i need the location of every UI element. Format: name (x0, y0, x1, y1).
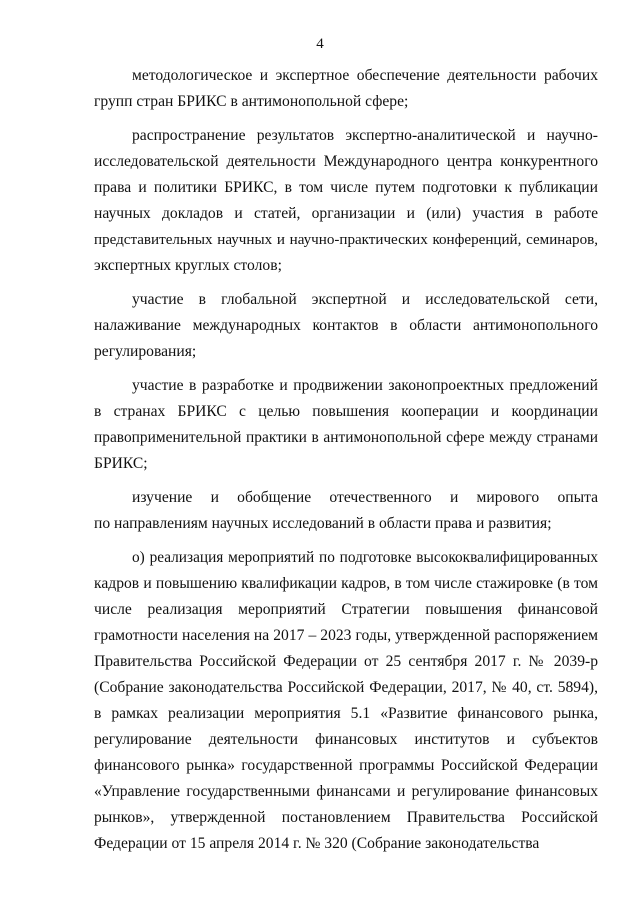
text-line: числе реализация мероприятий Стратегии повышения финансовой (94, 601, 598, 618)
text-line: (Собрание законодательства Российской Федерации, 2017, № 40, ст. 5894), (94, 679, 598, 696)
text-line: исследовательской деятельности Международного центра конкурентного (94, 153, 598, 170)
text-line: изучение и обобщение отечественного и мирового опыта (132, 489, 598, 506)
text-line: о) реализация мероприятий по подготовке высококвалифицированных (132, 549, 598, 566)
text-line: участие в разработке и продвижении законопроектных предложений (132, 377, 598, 394)
text-line: участие в глобальной экспертной и исследовательской сети, (132, 291, 598, 308)
paragraph (94, 373, 598, 477)
text-line: в странах БРИКС с целью повышения кооперации и координации (94, 403, 598, 420)
text-line: рынков», утвержденной постановлением Правительства Российской (94, 809, 598, 826)
text-line: регулирование деятельности финансовых институтов и субъектов (94, 731, 598, 748)
text-line: правоприменительной практики в антимонопольной сфере между странами (94, 429, 598, 446)
text-line: грамотности населения на 2017 – 2023 годы, утвержденной распоряжением (94, 627, 598, 644)
paragraph (94, 63, 598, 115)
document-body (94, 63, 598, 865)
text-line: в рамках реализации мероприятия 5.1 «Развитие финансового рынка, (94, 705, 598, 722)
text-line: групп стран БРИКС в антимонопольной сфере; (94, 93, 409, 110)
paragraph (94, 485, 598, 537)
paragraph (94, 287, 598, 365)
text-line: «Управление государственными финансами и регулирование финансовых (94, 783, 598, 800)
text-line: налаживание международных контактов в области антимонопольного (94, 317, 598, 334)
text-line: экспертных круглых столов; (94, 257, 282, 274)
paragraph (94, 545, 598, 857)
page-number: 4 (316, 36, 324, 52)
text-line: по направлениям научных исследований в области права и развития; (94, 515, 552, 532)
text-line: распространение результатов экспертно-аналитической и научно- (132, 127, 598, 144)
text-line: представительных научных и научно-практических конференций, семинаров, (94, 232, 598, 248)
text-line: научных докладов и статей, организации и (или) участия в работе (94, 205, 598, 222)
text-line: права и политики БРИКС, в том числе путем подготовки к публикации (94, 179, 598, 196)
text-line: методологическое и экспертное обеспечение деятельности рабочих (132, 67, 598, 84)
text-line: кадров и повышению квалификации кадров, в том числе стажировке (в том (94, 575, 598, 592)
text-line: финансового рынка» государственной программы Российской Федерации (94, 757, 598, 774)
text-line: Федерации от 15 апреля 2014 г. № 320 (Собрание законодательства (94, 835, 540, 852)
paragraph (94, 123, 598, 279)
text-line: регулирования; (94, 343, 197, 360)
text-line: Правительства Российской Федерации от 25 сентября 2017 г. № 2039-р (94, 653, 598, 670)
text-line: БРИКС; (94, 455, 148, 472)
